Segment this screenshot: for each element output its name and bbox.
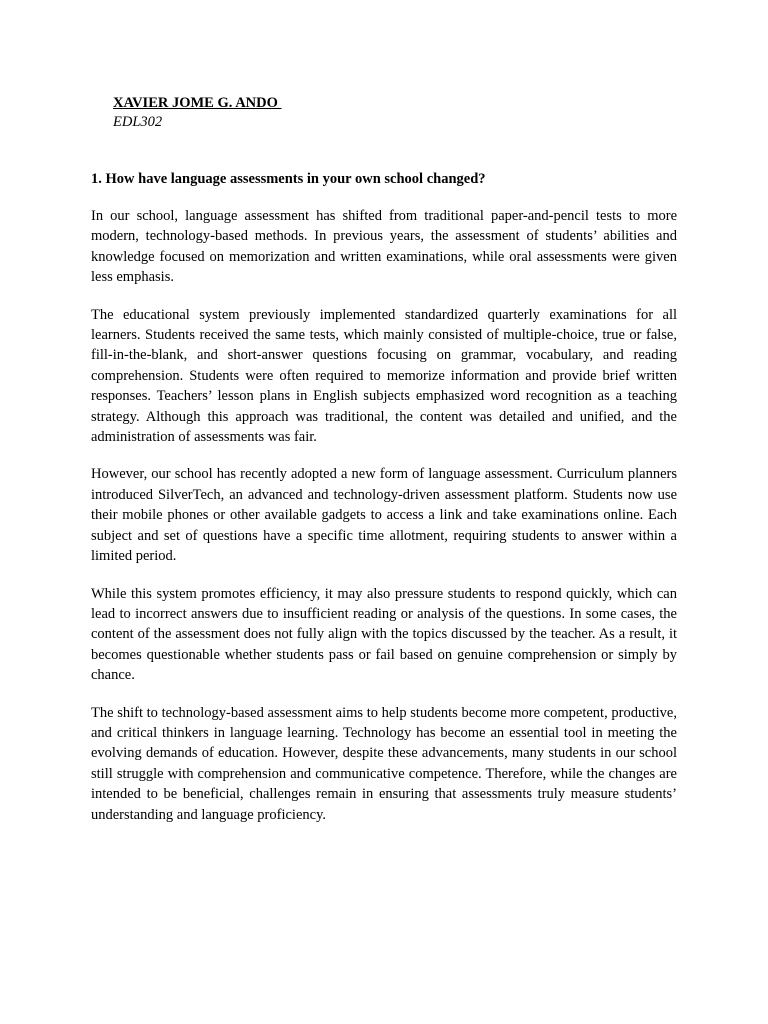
question-heading: 1. How have language assessments in your own school changed? — [91, 171, 486, 187]
course-code: EDL302 — [113, 114, 163, 130]
paragraph: The shift to technology-based assessment aims to help students become more competent, productive, and critical thinkers in language learning. Technology has become an essential tool in meeting the evolving demands of education. However, despite these advancements, many students in our school still struggle with comprehension and communicative competence. Therefore, while the changes are intended to be beneficial, challenges remain in ensuring that assessments truly measure students’ understanding and language proficiency. — [91, 704, 677, 823]
paragraph: However, our school has recently adopted a new form of language assessment. Curriculum planners introduced SilverTech, an advanced and technology-driven assessment platform. Students now use their mobile phones or other available gadgets to access a link and take examinations online. Each subject and set of questions have a specific time allotment, requiring students to answer within a limited period. — [91, 466, 677, 565]
document-header — [113, 94, 282, 132]
paragraph: In our school, language assessment has shifted from traditional paper-and-pencil tests to more modern, technology-based methods. In previous years, the assessment of students’ abilities and knowledge focused on memorization and written examinations, while oral assessments were given less emphasis. — [91, 208, 677, 286]
paragraph: The educational system previously implemented standardized quarterly examinations for all learners. Students received the same tests, which mainly consisted of multiple-choice, true or false, fill-in-the-blank, and short-answer questions focusing on grammar, vocabulary, and reading comprehension. Students were often required to memorize information and provide brief written responses. Teachers’ lesson plans in English subjects emphasized word recognition as a teaching strategy. Although this approach was traditional, the content was detailed and unified, and the administration of assessments was fair. — [91, 306, 677, 446]
answer-body — [91, 206, 677, 842]
paragraph: While this system promotes efficiency, it may also pressure students to respond quickly, which can lead to incorrect answers due to insufficient reading or analysis of the questions. In some cases, the content of the assessment does not fully align with the topics discussed by the teacher. As a result, it becomes questionable whether students pass or fail based on genuine comprehension or simply by chance. — [91, 585, 677, 684]
author-name: XAVIER JOME G. ANDO — [113, 95, 282, 111]
